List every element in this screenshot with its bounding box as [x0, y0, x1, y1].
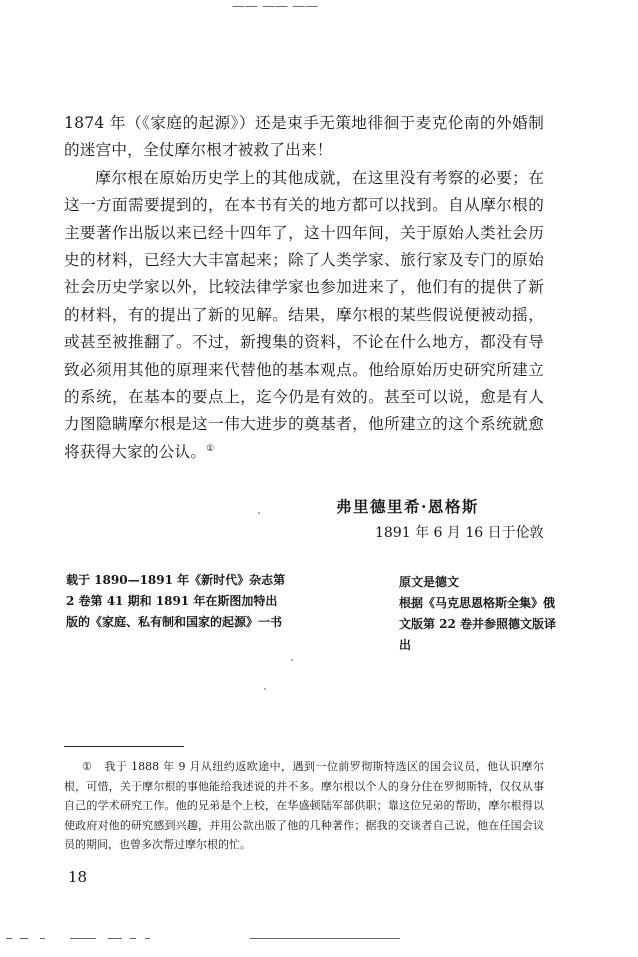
- original-language-line: 原文是德文: [399, 575, 460, 589]
- main-text: [64, 110, 544, 466]
- scan-speck: [291, 659, 293, 661]
- footnote-reference: ①: [206, 443, 215, 454]
- author-signature: 弗里德里希·恩格斯: [336, 497, 479, 516]
- cropped-running-header: —— —— ——: [232, 0, 319, 14]
- date-place: 1891 年 6 月 16 日于伦敦: [375, 525, 544, 541]
- footnote-divider: [64, 746, 184, 747]
- translation-basis-line: 根据《马克思恩格斯全集》俄文版第 22 卷并参照德文版译出: [399, 596, 557, 652]
- scan-speck: [258, 512, 260, 514]
- scan-edge-marks: [0, 938, 420, 944]
- paragraph-2-text: 摩尔根在原始历史学上的其他成就，在这里没有考察的必要；在这一方面需要提到的，在本书有关的地方都可以找到。自从摩尔根的主要著作出版以来已经十四年了，这十四年间，关于原始人类社会历史的材料，已经大大丰富起来；除了人类学家、旅行家及专门的原始社会历史学家以外，比较法律学家也参加进来了，他们有的提供了新的材料，有的提出了新的见解。结果，摩尔根的某些假说便被动摇，或甚至被推翻了。不过，新搜集的资料，不论在什么地方，都没有导致必须用其他的原理来代替他的基本观点。他给原始历史研究所建立的系统，在基本的要点上，迄今仍是有效的。甚至可以说，愈是有人力图隐瞒摩尔根是这一伟大进步的奠基者，他所建立的这个系统就愈将获得大家的公认。: [64, 168, 544, 461]
- footnote: [64, 757, 544, 855]
- translation-source-note: [399, 572, 557, 656]
- publication-source-note: 载于 1890—1891 年《新时代》杂志第 2 卷第 41 期和 1891 年在斯图加特出版的《家庭、私有制和国家的起源》一书: [66, 573, 286, 629]
- page-number: 18: [68, 868, 88, 886]
- paragraph-1: 1874 年（《家庭的起源》）还是束手无策地徘徊于麦克伦南的外婚制的迷宫中，全仗摩尔根才被救了出来！: [64, 114, 544, 160]
- paragraph-2: [64, 165, 544, 466]
- scan-speck: [264, 688, 266, 690]
- footnote-mark: ①: [82, 760, 93, 773]
- footnote-text: 我于 1888 年 9 月从纽约返欧途中，遇到一位前罗彻斯特选区的国会议员，他认识摩尔根，可惜，关于摩尔根的事他能给我述说的并不多。摩尔根以个人的身分住在罗彻斯特，仅仅从事自己的学术研究工作。他的兄弟是个上校，在华盛顿陆军部供职；靠这位兄弟的帮助，摩尔根得以使政府对他的研究感到兴趣，并用公款出版了他的几种著作；据我的交谈者自己说，他在任国会议员的期间，也曾多次帮过摩尔根的忙。: [64, 760, 544, 851]
